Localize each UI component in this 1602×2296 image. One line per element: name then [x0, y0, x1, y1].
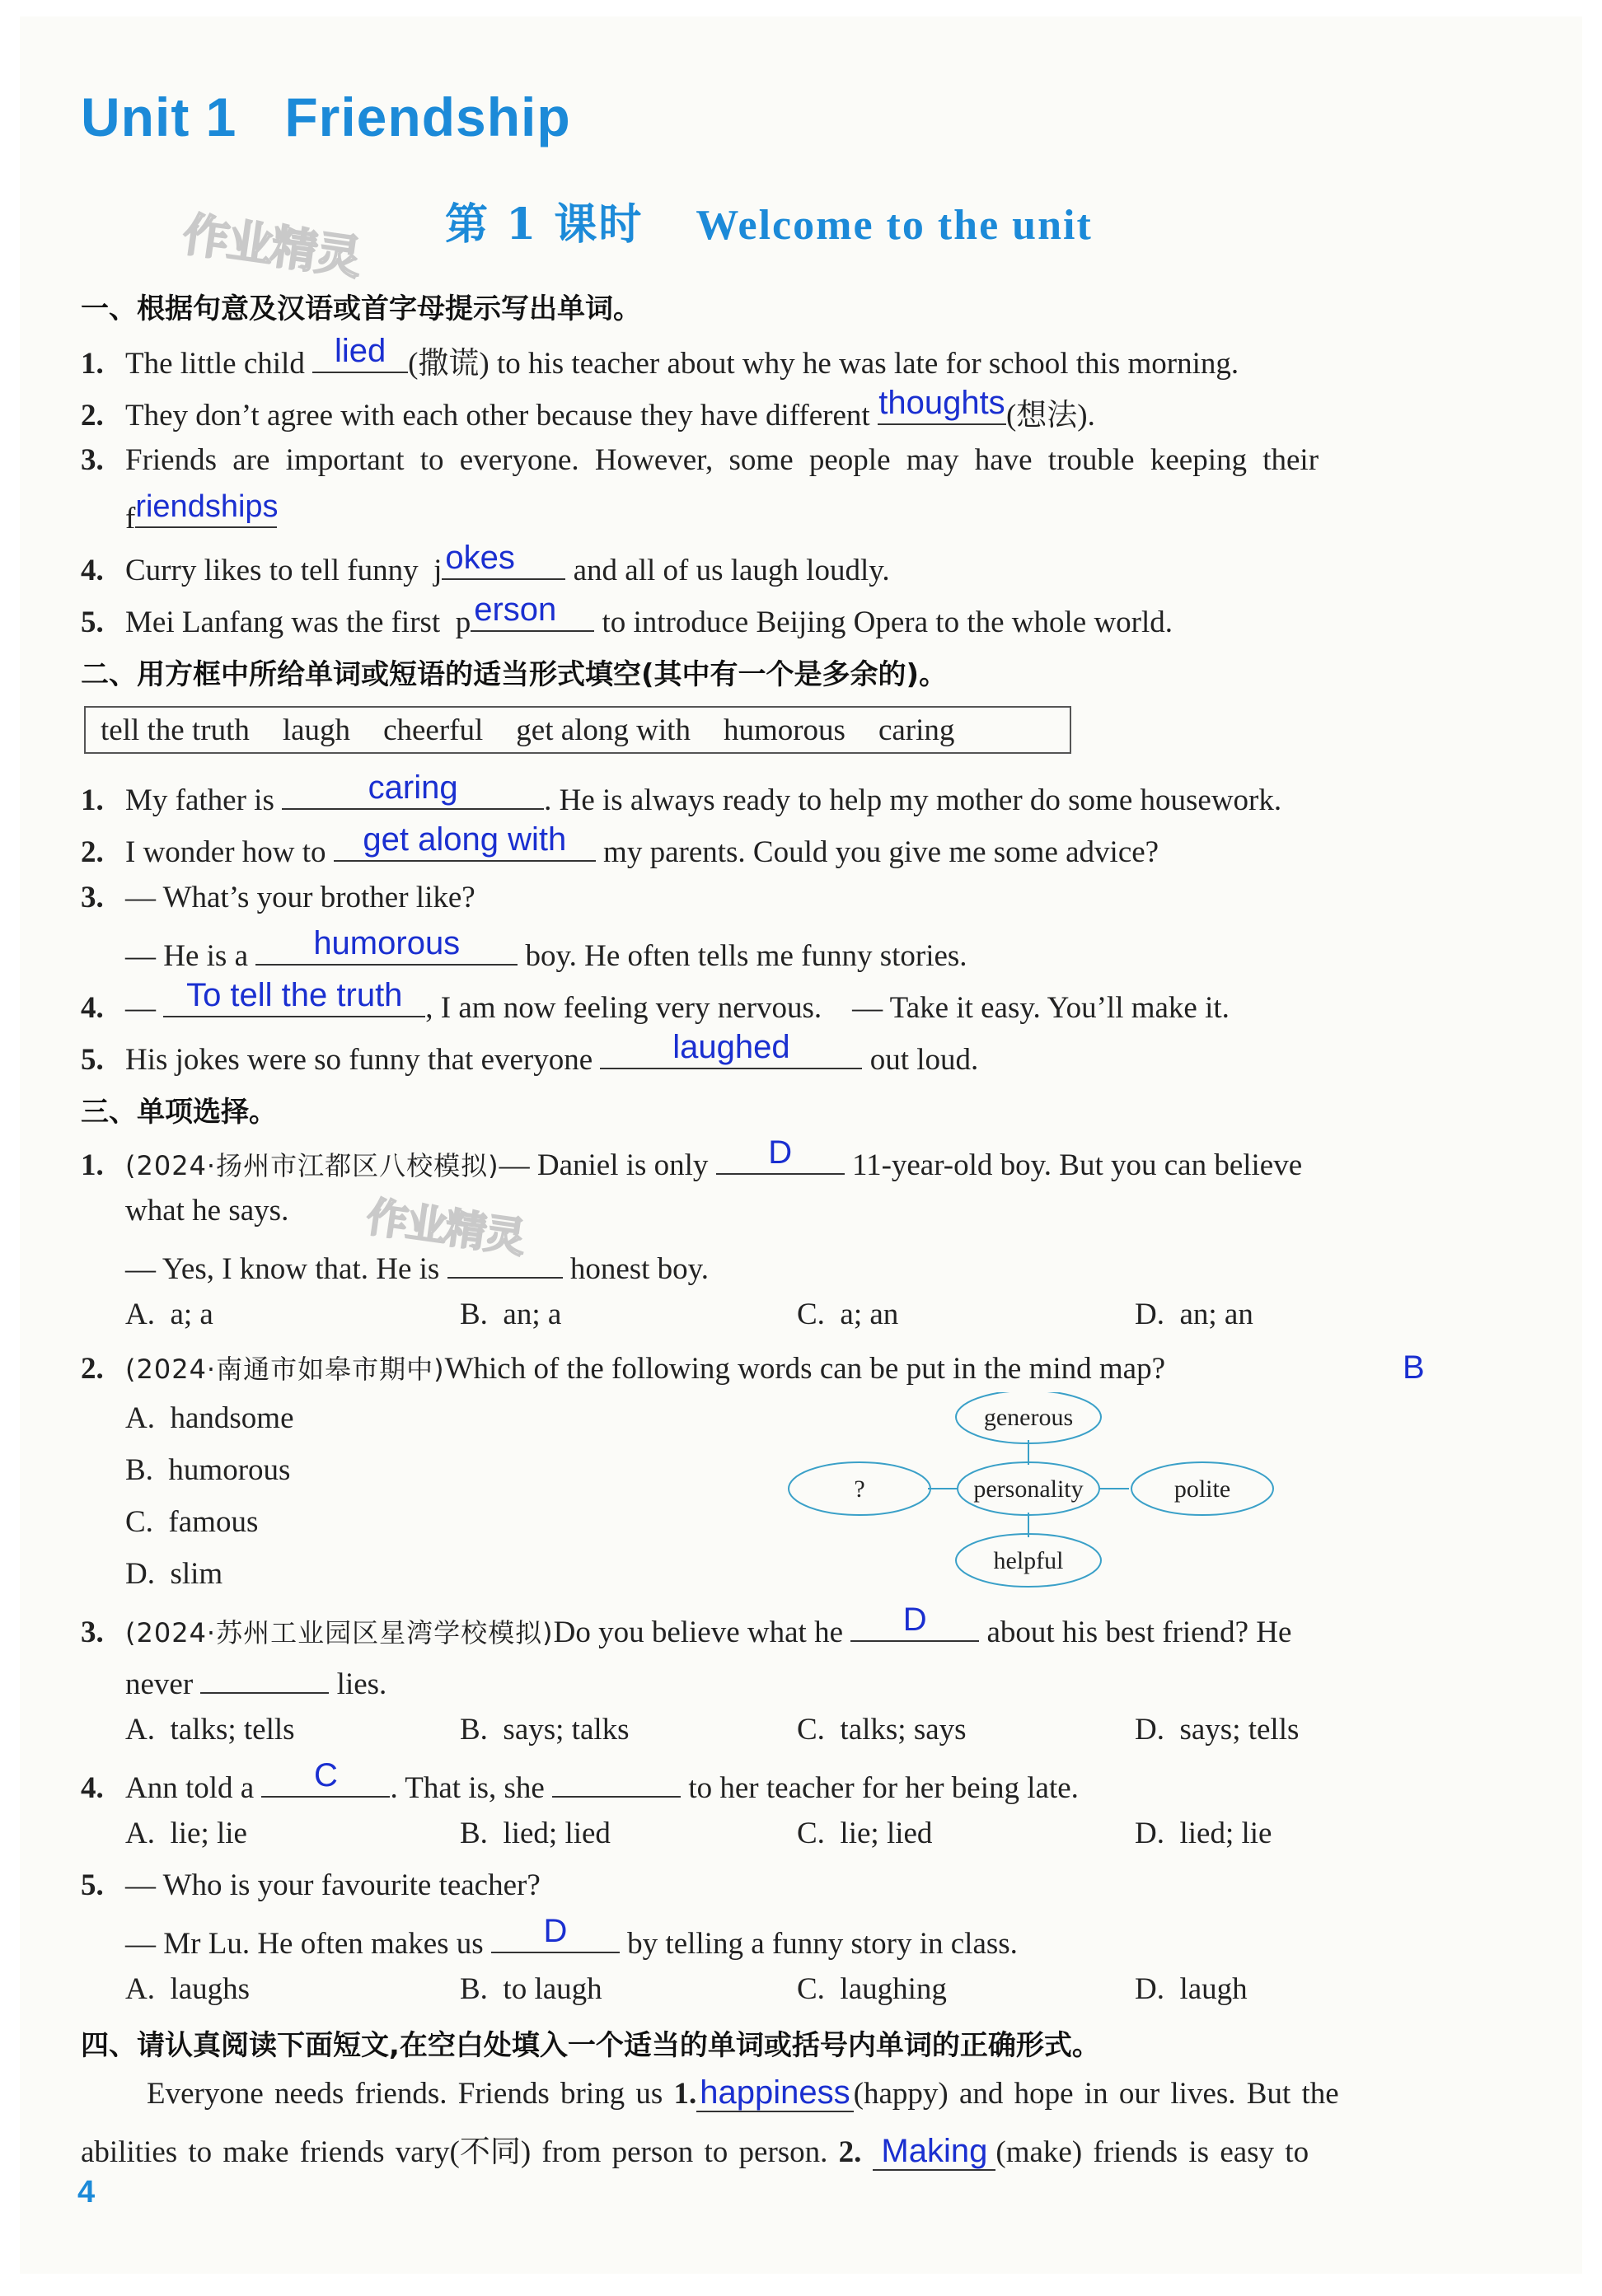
mind-map-label-top: generous: [983, 1404, 1074, 1431]
option-d[interactable]: D. an; an: [1135, 1298, 1253, 1331]
answer-blank[interactable]: [312, 333, 408, 373]
option-a[interactable]: A. handsome: [125, 1401, 294, 1435]
s3-question-5: 5. — Who is your favourite teacher?: [81, 1868, 541, 1902]
s2-question-3b: — He is a humorous boy. He often tells me funny stories.: [125, 924, 967, 973]
option-c[interactable]: C. laughing: [797, 1972, 947, 2006]
answer-blank[interactable]: [447, 1245, 563, 1279]
word-bank-item: humorous: [723, 713, 846, 747]
lesson-title: [445, 189, 1093, 251]
option-b[interactable]: B. an; a: [460, 1298, 562, 1331]
option-a[interactable]: A. talks; tells: [125, 1713, 295, 1747]
option-b[interactable]: B. humorous: [125, 1453, 291, 1487]
s3-question-1-line2: — Yes, I know that. He is honest boy.: [125, 1245, 709, 1287]
mind-map-label-bottom: helpful: [993, 1547, 1064, 1574]
answer-blank[interactable]: [850, 1601, 979, 1642]
option-b[interactable]: B. to laugh: [460, 1972, 602, 2006]
mind-map-label-right: polite: [1173, 1475, 1231, 1503]
answer-text: lied: [334, 333, 386, 369]
section-heading-1: 一、根据句意及汉语或首字母提示写出单词。: [81, 292, 641, 325]
mind-map: [775, 1392, 1286, 1606]
s1-question-5: 5. Mei Lanfang was the first p erson to introduce Beijing Opera to the whole world.: [81, 591, 1173, 639]
word-bank-item: tell the truth: [101, 713, 250, 747]
s2-question-3a: 3. — What’s your brother like?: [81, 881, 475, 914]
s1-question-2: 2. They don’t agree with each other because they have different thoughts (想法).: [81, 385, 1095, 433]
answer-text[interactable]: happiness: [696, 2074, 853, 2112]
option-d[interactable]: D. slim: [125, 1557, 223, 1591]
answer-blank[interactable]: [200, 1660, 329, 1694]
option-c[interactable]: C. famous: [125, 1505, 259, 1539]
option-c[interactable]: C. talks; says: [797, 1713, 967, 1747]
passage-line-2: abilities to make friends vary(不同) from person to person. 2. Making (make) friends is easy to: [81, 2133, 1309, 2169]
option-d[interactable]: D. lied; lie: [1135, 1817, 1272, 1850]
option-d[interactable]: D. says; tells: [1135, 1713, 1300, 1747]
answer-blank[interactable]: [716, 1134, 845, 1175]
answer-blank[interactable]: [491, 1912, 620, 1953]
answer-blank[interactable]: [471, 591, 594, 632]
s3-question-1: 1. (2024·扬州市江都区八校模拟)— Daniel is only D 11-year-old boy. But you can believe: [81, 1134, 1303, 1182]
answer-text: riendships: [135, 489, 279, 524]
answer-text: D: [543, 1912, 568, 1949]
option-b[interactable]: B. lied; lied: [460, 1817, 611, 1850]
page-number: 4: [77, 2175, 96, 2209]
watermark-2: 作业精灵: [363, 1192, 527, 1263]
answer-text: D: [768, 1134, 793, 1171]
s3-question-4: 4. Ann told a C . That is, she to her teacher for her being late.: [81, 1756, 1079, 1805]
s1-question-3-cont: f riendships: [125, 489, 279, 535]
answer-blank[interactable]: [135, 489, 279, 528]
answer-text: thoughts: [878, 385, 1005, 421]
option-b[interactable]: B. says; talks: [460, 1713, 630, 1747]
lesson-number: 第 1 课时: [445, 199, 644, 250]
option-a[interactable]: A. laughs: [125, 1972, 251, 2006]
answer-text: D: [902, 1601, 927, 1638]
s1-question-3: 3. Friends are important to everyone. However, some people may have trouble keeping their: [81, 443, 1319, 477]
s3-question-2: 2. (2024·南通市如皋市期中)Which of the following words can be put in the mind map?: [81, 1352, 1166, 1386]
answer-blank[interactable]: [878, 385, 1006, 425]
lesson-name: Welcome to the unit: [696, 202, 1093, 249]
option-c[interactable]: C. lie; lied: [797, 1817, 933, 1850]
option-a[interactable]: A. a; a: [125, 1298, 213, 1331]
word-bank: [84, 706, 1071, 754]
answer-blank[interactable]: [552, 1764, 681, 1798]
answer-text: erson: [474, 591, 557, 628]
watermark: 作业精灵: [179, 208, 363, 286]
handwritten-answer: B: [1403, 1349, 1425, 1386]
s3-question-3: 3. (2024·苏州工业园区星湾学校模拟)Do you believe what he D about his best friend? He: [81, 1601, 1292, 1649]
answer-blank[interactable]: [442, 539, 565, 580]
word-bank-item: caring: [878, 713, 955, 747]
question-source: (2024·扬州市江都区八校模拟): [125, 1149, 499, 1181]
answer-text: caring: [368, 769, 458, 806]
s1-question-1: 1. The little child lied (撒谎) to his teacher about why he was late for school this morning.: [81, 333, 1239, 381]
answer-blank[interactable]: [163, 976, 425, 1017]
answer-text: okes: [445, 539, 515, 576]
answer-text[interactable]: Making: [873, 2133, 995, 2171]
option-d[interactable]: D. laugh: [1135, 1972, 1248, 2006]
question-source: (2024·南通市如皋市期中): [125, 1354, 445, 1385]
section-heading-4: 四、请认真阅读下面短文,在空白处填入一个适当的单词或括号内单词的正确形式。: [81, 2029, 1100, 2062]
section-heading-3: 三、单项选择。: [81, 1096, 277, 1129]
option-a[interactable]: A. lie; lie: [125, 1817, 247, 1850]
s2-question-4: 4. — To tell the truth , I am now feeling very nervous. — Take it easy. You’ll make it.: [81, 976, 1230, 1025]
mind-map-label-left: ?: [854, 1475, 865, 1503]
answer-text: humorous: [313, 924, 461, 961]
word-bank-item: get along with: [516, 713, 691, 747]
s2-question-5: 5. His jokes were so funny that everyone laughed out loud.: [81, 1028, 979, 1077]
unit-title: Unit 1 Friendship: [81, 87, 571, 147]
s3-question-5-line2: — Mr Lu. He often makes us D by telling a funny story in class.: [125, 1912, 1018, 1961]
word-bank-item: cheerful: [383, 713, 484, 747]
answer-text: To tell the truth: [186, 976, 403, 1013]
question-source: (2024·苏州工业园区星湾学校模拟): [125, 1616, 554, 1648]
answer-blank[interactable]: [334, 821, 596, 862]
answer-blank[interactable]: [600, 1028, 862, 1069]
s3-question-3-cont: never lies.: [125, 1660, 386, 1702]
s2-question-1: 1. My father is caring . He is always ready to help my mother do some housework.: [81, 769, 1282, 817]
answer-blank[interactable]: [255, 924, 518, 966]
word-bank-item: laugh: [282, 713, 351, 747]
mind-map-label-center: personality: [973, 1475, 1084, 1503]
answer-text: get along with: [363, 821, 567, 858]
option-c[interactable]: C. a; an: [797, 1298, 899, 1331]
answer-text: laughed: [672, 1028, 790, 1065]
s3-question-1-cont: what he says.: [125, 1194, 289, 1227]
answer-blank[interactable]: [282, 769, 544, 810]
s1-question-4: 4. Curry likes to tell funny j okes and all of us laugh loudly.: [81, 539, 890, 587]
answer-text: C: [314, 1756, 338, 1793]
answer-blank[interactable]: [261, 1756, 390, 1798]
passage-line-1: Everyone needs friends. Friends bring us 1. happiness (happy) and hope in our lives. But the: [147, 2074, 1339, 2111]
section-heading-2: 二、用方框中所给单词或短语的适当形式填空(其中有一个是多余的)。: [81, 658, 948, 691]
s2-question-2: 2. I wonder how to get along with my parents. Could you give me some advice?: [81, 821, 1159, 869]
